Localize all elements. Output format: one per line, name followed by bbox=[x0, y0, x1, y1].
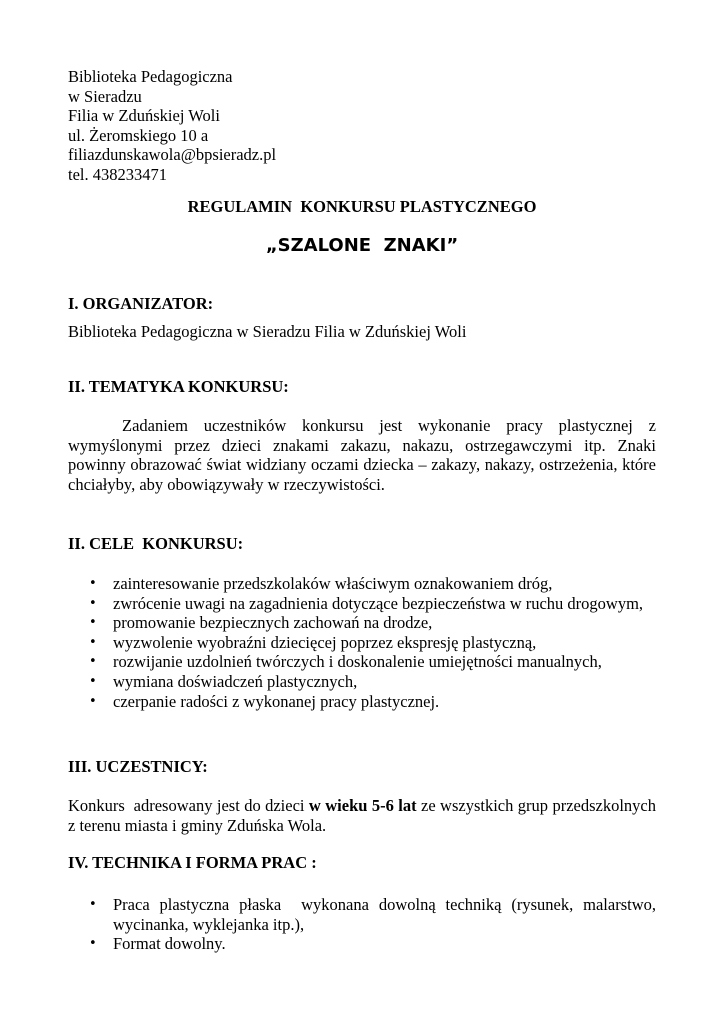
section-heading-goals: II. CELE KONKURSU: bbox=[68, 534, 244, 553]
contest-name: „SZALONE ZNAKI” bbox=[265, 235, 459, 256]
list-item: • rozwijanie uzdolnień twórczych i doskonalenie umiejętności manualnych, bbox=[89, 652, 602, 672]
address-line: Biblioteka Pedagogiczna bbox=[68, 67, 233, 86]
participants-text: Konkurs adresowany jest do dzieci w wieku 5-6 lat ze wszystkich grup przedszkolnych z terenu miasta i gminy Zduńska Wola. bbox=[68, 796, 656, 835]
bullet-icon: • bbox=[89, 595, 97, 611]
address-line: Filia w Zduńskiej Woli bbox=[68, 106, 220, 126]
bullet-icon: • bbox=[89, 936, 97, 952]
bullet-icon: • bbox=[89, 654, 97, 670]
address-line: ul. Żeromskiego 10 a bbox=[68, 125, 209, 145]
bullet-icon: • bbox=[89, 897, 97, 912]
list-item: • zainteresowanie przedszkolaków właściwym oznakowaniem dróg, bbox=[89, 574, 553, 593]
goals-list bbox=[68, 574, 656, 711]
bullet-icon: • bbox=[89, 673, 97, 689]
document-title: REGULAMIN KONKURSU PLASTYCZNEGO bbox=[187, 197, 537, 216]
list-item: • Format dowolny. bbox=[89, 934, 226, 954]
section-heading-participants: III. UCZESTNICY: bbox=[68, 757, 208, 776]
list-item: • czerpanie radości z wykonanej pracy plastycznej. bbox=[89, 691, 440, 711]
bullet-icon: • bbox=[89, 615, 97, 631]
sender-address bbox=[68, 67, 276, 185]
address-phone: tel. 438233471 bbox=[68, 164, 167, 184]
list-item: • promowanie bezpiecznych zachowań na drodze, bbox=[89, 613, 433, 633]
address-line: w Sieradzu bbox=[68, 86, 142, 106]
section-heading-theme: II. TEMATYKA KONKURSU: bbox=[68, 377, 289, 396]
section-heading-organizer: I. ORGANIZATOR: bbox=[68, 294, 214, 313]
organizer-text: Biblioteka Pedagogiczna w Sieradzu Filia w Zduńskiej Woli bbox=[68, 322, 467, 341]
theme-text: Zadaniem uczestników konkursu jest wykonanie pracy plastycznej z wymyślonymi przez dzieci znakami zakazu, nakazu, ostrzegawczymi itp. Znaki powinny obrazować świat widziany oczami dziecka – zakazy, nakazy, ostrzeżenia, które chciałyby, aby obowiązywały w rzeczywistości. bbox=[68, 416, 656, 494]
section-heading-technique: IV. TECHNIKA I FORMA PRAC : bbox=[68, 853, 317, 872]
list-item: • Praca plastyczna płaska wykonana dowolną techniką (rysunek, malarstwo, wycinanka, wyklejanka itp.), bbox=[89, 895, 661, 934]
age-range: w wieku 5-6 lat bbox=[308, 796, 417, 815]
bullet-icon: • bbox=[89, 634, 97, 650]
list-item: • zwrócenie uwagi na zagadnienia dotyczące bezpieczeństwa w ruchu drogowym, bbox=[89, 593, 644, 613]
address-email: filiazdunskawola@bpsieradz.pl bbox=[68, 145, 277, 165]
bullet-icon: • bbox=[89, 576, 97, 591]
list-item: • wyzwolenie wyobraźni dziecięcej poprzez ekspresję plastyczną, bbox=[89, 632, 537, 652]
technique-list bbox=[68, 895, 661, 954]
list-item: • wymiana doświadczeń plastycznych, bbox=[89, 671, 358, 691]
bullet-icon: • bbox=[89, 693, 97, 709]
